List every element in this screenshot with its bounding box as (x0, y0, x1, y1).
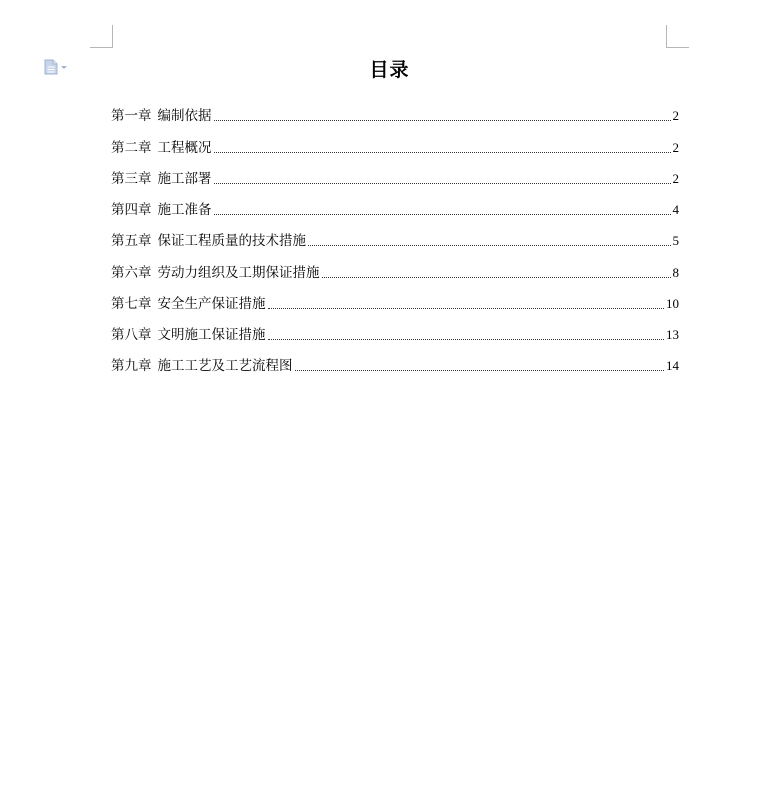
toc-entry[interactable] (111, 344, 679, 375)
toc-dot-leader (268, 339, 665, 340)
toc-page-number: 4 (672, 202, 679, 217)
toc-chapter-number: 第一章 (111, 108, 152, 125)
toc-dot-leader (214, 120, 671, 121)
toc-dot-leader (322, 277, 671, 278)
toc-entry[interactable] (111, 282, 679, 313)
toc-dot-leader (308, 245, 671, 246)
toc-heading: 工程概况 (157, 139, 212, 156)
toc-entry[interactable] (111, 157, 679, 188)
toc-entry[interactable] (111, 219, 679, 250)
toc-heading: 施工部署 (157, 170, 212, 187)
toc-page-number: 2 (672, 108, 679, 124)
toc-page-number: 5 (672, 233, 679, 249)
toc-page-number: 14 (666, 358, 679, 374)
toc-chapter-number: 第四章 (111, 202, 152, 218)
toc-heading: 施工工艺及工艺流程图 (157, 358, 293, 375)
toc-page-number: 13 (666, 327, 679, 342)
toc-chapter-number: 第三章 (111, 170, 152, 187)
toc-page-number: 10 (666, 295, 679, 311)
toc-heading: 安全生产保证措施 (157, 295, 266, 312)
page-corner-mark-top-right (666, 25, 689, 48)
toc-heading: 施工准备 (157, 202, 212, 218)
toc-chapter-number: 第二章 (111, 139, 152, 156)
toc-dot-leader (214, 214, 671, 215)
toc-chapter-number: 第七章 (111, 295, 152, 312)
toc-chapter-number: 第五章 (111, 233, 152, 250)
toc-heading: 文明施工保证措施 (157, 327, 266, 343)
toc-page-number: 2 (672, 170, 679, 186)
toc-heading: 保证工程质量的技术措施 (157, 233, 306, 250)
toc-page-number: 8 (672, 264, 679, 280)
toc-title: 目录 (369, 59, 410, 81)
toc-page-number: 2 (672, 139, 679, 155)
toc-entry[interactable] (111, 188, 679, 219)
toc-chapter-number: 第九章 (111, 358, 152, 375)
toc-entry[interactable] (111, 313, 679, 344)
toc-entry[interactable] (111, 250, 679, 281)
toc-dot-leader (214, 152, 671, 153)
toc-dot-leader (214, 183, 671, 184)
toc-chapter-number: 第六章 (111, 264, 152, 281)
toc-entry[interactable] (111, 125, 679, 156)
table-of-contents (111, 94, 679, 375)
toc-entry[interactable] (111, 94, 679, 125)
toc-heading: 劳动力组织及工期保证措施 (157, 264, 320, 281)
toc-heading: 编制依据 (157, 108, 212, 125)
toc-chapter-number: 第八章 (111, 327, 152, 343)
page-corner-mark-top-left (90, 25, 113, 48)
toc-dot-leader (295, 370, 665, 371)
toc-dot-leader (268, 308, 665, 309)
